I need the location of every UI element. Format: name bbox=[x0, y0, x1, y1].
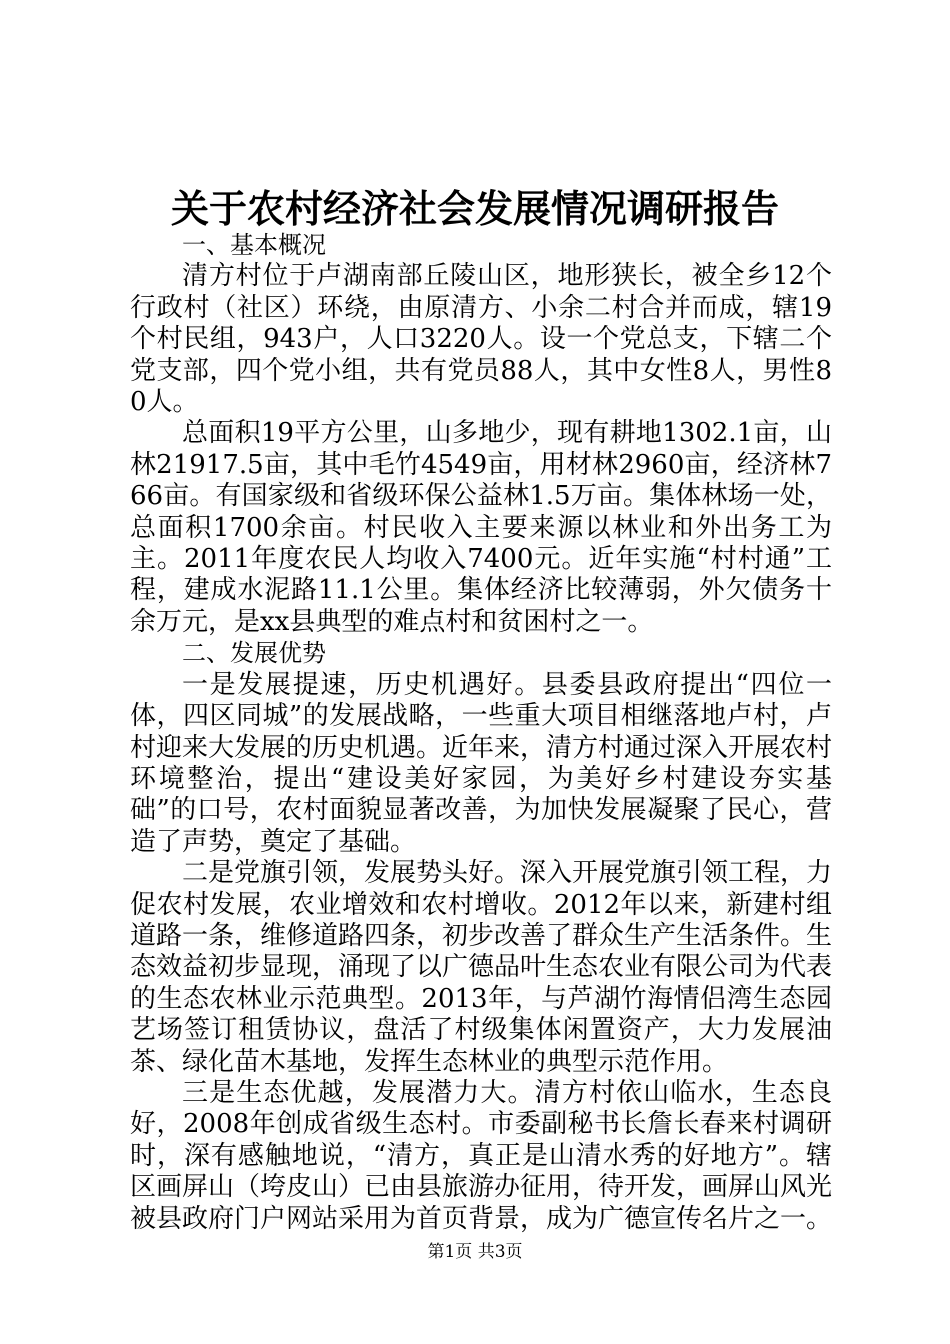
section-heading: 一、基本概况 bbox=[182, 231, 326, 259]
section-development-advantages bbox=[130, 638, 832, 1235]
document-body bbox=[130, 230, 832, 1235]
document-title: 关于农村经济社会发展情况调研报告 bbox=[170, 186, 779, 231]
paragraph: 总面积19平方公里，山多地少，现有耕地1302.1亩，山林21917.5亩，其中毛竹4549亩，用材林2960亩，经济林766亩。有国家级和省级环保公益林1.5万亩。集体林场一处，总面积1700余亩。村民收入主要来源以林业和外出务工为主。2011年度农民人均收入7400元。近年实施“村村通”工程，建成水泥路11.1公里。集体经济比较薄弱，外欠债务十余万元，是xx县典型的难点村和贫困村之一。 bbox=[130, 418, 832, 637]
page-number-footer: 第1页 共3页 bbox=[427, 1242, 523, 1262]
paragraph: 三是生态优越，发展潜力大。清方村依山临水，生态良好，2008年创成省级生态村。市委副秘书长詹长春来村调研时，深有感触地说，“清方，真正是山清水秀的好地方”。辖区画屏山（垮皮山）已由县旅游办征用，待开发，画屏山风光被县政府门户网站采用为首页背景，成为广德宣传名片之一。 bbox=[130, 1077, 833, 1234]
section-heading: 二、发展优势 bbox=[182, 639, 326, 668]
paragraph: 二是党旗引领，发展势头好。深入开展党旗引领工程，力促农村发展，农业增效和农村增收。2012年以来，新建村组道路一条，维修道路四条，初步改善了群众生产生活条件。生态效益初步显现，涌现了以广德品叶生态农业有限公司为代表的生态农林业示范典型。2013年，与芦湖竹海情侣湾生态园艺场签订租赁协议，盘活了村级集体闲置资产，大力发展油茶、绿化苗木基地，发挥生态林业的典型示范作用。 bbox=[130, 858, 833, 1077]
section-basic-overview bbox=[130, 230, 832, 638]
paragraph: 清方村位于卢湖南部丘陵山区，地形狭长，被全乡12个行政村（社区）环绕，由原清方、小余二村合并而成，辖19个村民组，943户，人口3220人。设一个党总支，下辖二个党支部，四个党小组，共有党员88人，其中女性8人，男性80人。 bbox=[130, 261, 832, 418]
paragraph: 一是发展提速，历史机遇好。县委县政府提出“四位一体，四区同城”的发展战略，一些重大项目相继落地卢村，卢村迎来大发展的历史机遇。近年来，清方村通过深入开展农村环境整治，提出“建设美好家园，为美好乡村建设夯实基础”的口号，农村面貌显著改善，为加快发展凝聚了民心，营造了声势，奠定了基础。 bbox=[130, 669, 833, 857]
